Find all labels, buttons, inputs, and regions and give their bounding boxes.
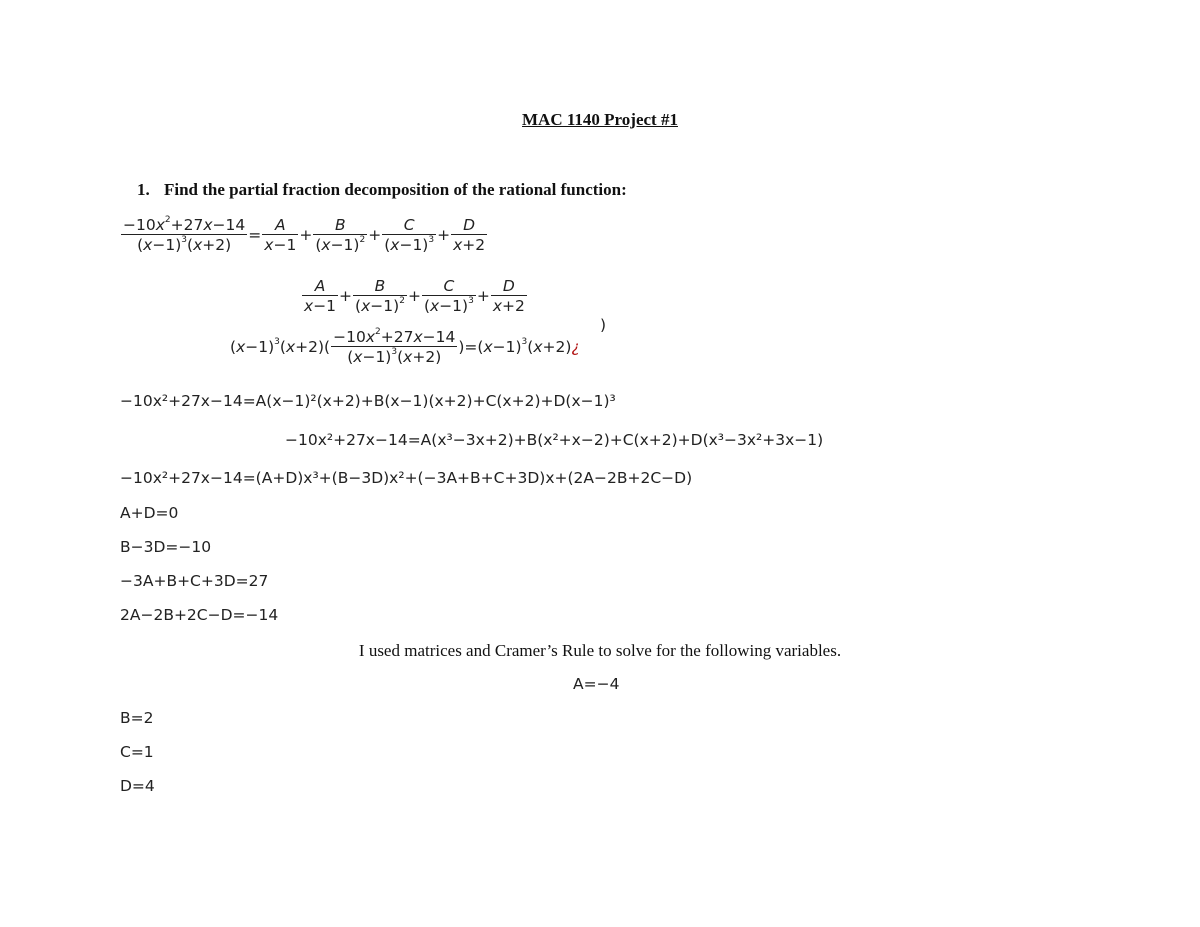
- solution-c: C=1: [120, 743, 154, 761]
- equation-6: −10x²+27x−14=(A+D)x³+(B−3D)x²+(−3A+B+C+3D)x+(2A−2B+2C−D): [120, 469, 693, 487]
- term-d: $\frac{D}{x+2}$: [453, 216, 486, 254]
- equation-5: −10x²+27x−14=A(x³−3x+2)+B(x²+x−2)+C(x+2)+D(x³−3x²+3x−1): [285, 431, 824, 449]
- system-eq-2: B−3D=−10: [120, 538, 212, 556]
- stray-character: ¿: [571, 338, 580, 356]
- stray-paren: ): [600, 316, 607, 334]
- rational-function: [121, 216, 247, 255]
- term-c: $\frac{C}{(x-1)^3}$: [384, 216, 435, 254]
- rational-numerator: $-10x^2+27x-14$: [123, 214, 246, 234]
- rational-denominator: $(x-1)^3(x+2)$: [137, 234, 232, 254]
- term-b: $\frac{B}{(x-1)^2}$: [315, 216, 366, 254]
- question-1: [137, 180, 627, 200]
- equation-2: $\frac{A}{x-1}$ + $\frac{B}{(x-1)^2}$ + $\frac{C}{(x-1)^3}$ + $\frac{D}{x+2}$: [304, 277, 525, 315]
- term-a: $\frac{A}{x-1}$: [264, 216, 297, 254]
- question-text: Find the partial fraction decomposition of the rational function:: [164, 180, 627, 199]
- solution-a: A=−4: [573, 675, 620, 693]
- equation-3: $(x-1)^3(x+2)$( $\frac{-10x^2+27x-14}{(x-1)^3(x+2)}$ )$=(x-1)^3(x+2)¿$: [230, 326, 580, 366]
- equation-1: $\frac{-10x^2+27x-14}{(x-1)^3(x+2)}$ = $\frac{A}{x-1}$ + $\frac{B}{(x-1)^2}$ + $\frac{C}{(x-1)^3}$ + $\frac{D}{x+2}$: [123, 214, 486, 254]
- system-eq-3: −3A+B+C+3D=27: [120, 572, 269, 590]
- system-eq-4: 2A−2B+2C−D=−14: [120, 606, 279, 624]
- system-eq-1: A+D=0: [120, 504, 179, 522]
- cramers-rule-note: I used matrices and Cramer’s Rule to solve for the following variables.: [358, 641, 842, 660]
- question-number: 1.: [137, 180, 150, 199]
- equation-4: −10x²+27x−14=A(x−1)²(x+2)+B(x−1)(x+2)+C(x+2)+D(x−1)³: [120, 392, 616, 410]
- solution-b: B=2: [120, 709, 154, 727]
- document-title: MAC 1140 Project #1: [522, 110, 678, 129]
- solution-d: D=4: [120, 777, 155, 795]
